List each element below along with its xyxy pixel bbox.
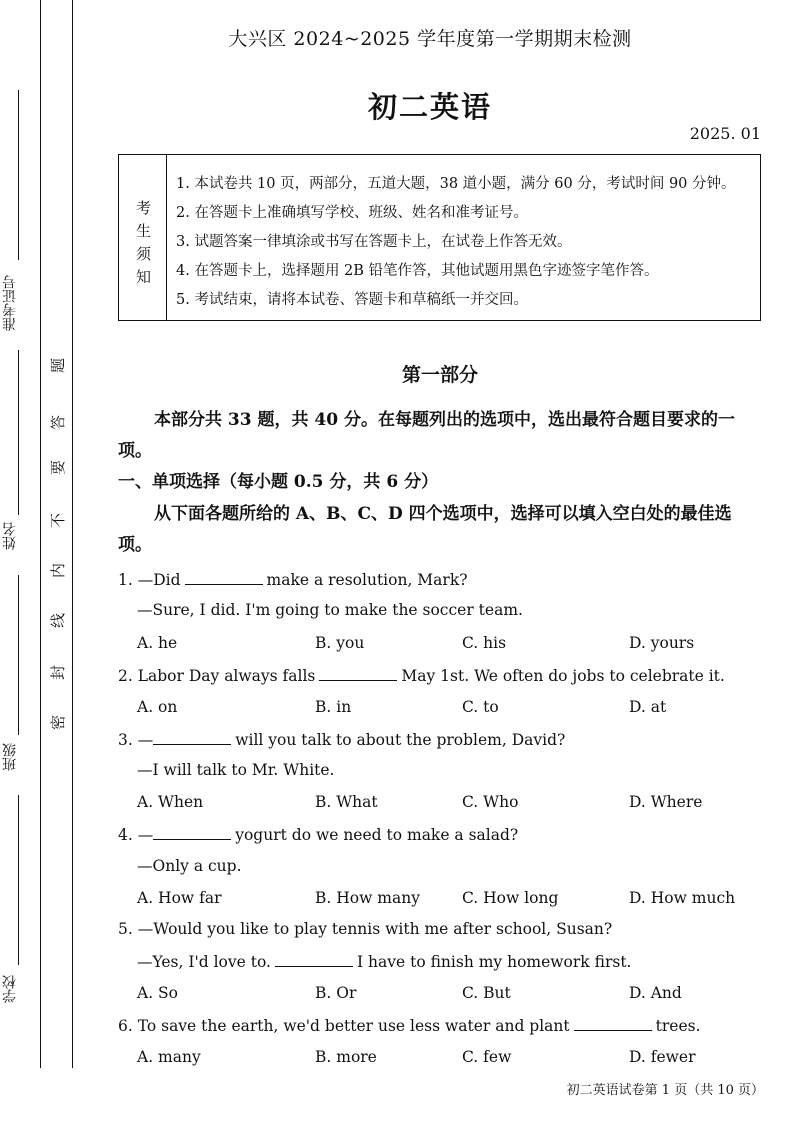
notice-label	[119, 155, 167, 320]
exam-number-label: 准考证号	[2, 275, 18, 331]
option-d[interactable]: D. fewer	[629, 1048, 696, 1066]
option-b[interactable]: B. Or	[315, 984, 357, 1002]
question-text: 2. Labor Day always falls	[118, 667, 316, 685]
section-instruction-text: 从下面各题所给的 A、B、C、D 四个选项中，选择可以填入空白处的最佳选项。	[118, 504, 732, 555]
exam-number-underline	[18, 90, 19, 260]
seal-char: 封	[49, 664, 68, 681]
option-d[interactable]: D. How much	[629, 889, 736, 907]
question-text: —Sure, I did. I'm going to make the soccer team.	[137, 601, 523, 619]
school-field[interactable]	[0, 795, 30, 1010]
question-5-line-1	[118, 920, 612, 938]
part-title: 第一部分	[401, 364, 478, 386]
option-b[interactable]: B. you	[315, 634, 365, 652]
option-c[interactable]: C. Who	[462, 793, 519, 811]
question-3-line-2	[137, 761, 334, 779]
option-d[interactable]: D. And	[629, 984, 682, 1002]
question-text: May 1st. We often do jobs to celebrate it.	[401, 667, 725, 685]
question-text: 6. To save the earth, we'd better use less water and plant	[118, 1017, 570, 1035]
class-field[interactable]	[0, 575, 30, 785]
class-underline	[18, 575, 19, 735]
seal-char: 线	[49, 612, 68, 629]
question-text: make a resolution, Mark?	[266, 571, 468, 589]
class-label: 班级	[2, 743, 18, 771]
notice-item: 4. 在答题卡上，选择题用 2B 铅笔作答，其他试题用黑色字迹签字笔作答。	[176, 263, 659, 279]
option-d[interactable]: D. at	[629, 698, 667, 716]
option-c[interactable]: C. How long	[462, 889, 559, 907]
seal-char: 题	[49, 357, 68, 374]
answer-blank	[185, 570, 263, 585]
option-c[interactable]: C. But	[462, 984, 511, 1002]
option-a[interactable]: A. How far	[137, 889, 222, 907]
page-footer: 初二英语试卷第 1 页（共 10 页）	[566, 1083, 764, 1098]
notice-label-char: 须	[136, 245, 152, 263]
question-text: will you talk to about the problem, David?	[235, 731, 566, 749]
answer-blank	[574, 1016, 652, 1031]
question-4-line-1	[118, 825, 518, 844]
question-text: I have to finish my homework first.	[356, 953, 632, 971]
notice-item: 3. 试题答案一律填涂或书写在答题卡上，在试卷上作答无效。	[176, 234, 572, 250]
question-4-line-2	[137, 857, 242, 875]
notice-item: 1. 本试卷共 10 页，两部分，五道大题，38 道小题，满分 60 分，考试时间 90 分钟。	[176, 176, 736, 192]
question-text: 3. —	[118, 731, 154, 749]
binding-line-outer	[40, 0, 41, 1068]
subject-title: 初二英语	[367, 90, 492, 124]
answer-blank	[153, 730, 231, 745]
seal-char: 要	[49, 459, 68, 476]
question-3-line-1	[118, 730, 565, 749]
exam-title: 大兴区 2024~2025 学年度第一学期期末检测	[228, 28, 632, 50]
question-1-line-2	[137, 601, 523, 619]
option-c[interactable]: C. few	[462, 1048, 512, 1066]
option-d[interactable]: D. Where	[629, 793, 703, 811]
school-underline	[18, 795, 19, 965]
question-6-line-1	[118, 1016, 701, 1035]
option-c[interactable]: C. to	[462, 698, 499, 716]
option-a[interactable]: A. on	[137, 698, 178, 716]
question-text: 4. —	[118, 826, 154, 844]
notice-label-char: 考	[136, 199, 152, 217]
notice-box	[118, 154, 761, 321]
question-text: —I will talk to Mr. White.	[137, 761, 335, 779]
option-b[interactable]: B. in	[315, 698, 352, 716]
question-text: 5. —Would you like to play tennis with me after school, Susan?	[118, 920, 613, 938]
seal-char: 答	[49, 414, 68, 431]
question-text: —Only a cup.	[137, 857, 242, 875]
seal-char: 密	[49, 714, 68, 731]
option-b[interactable]: B. What	[315, 793, 378, 811]
binding-line-inner	[72, 0, 73, 1068]
part-intro	[118, 405, 763, 467]
option-c[interactable]: C. his	[462, 634, 507, 652]
option-a[interactable]: A. So	[137, 984, 178, 1002]
question-1-line-1	[118, 570, 468, 589]
school-label: 学校	[2, 975, 18, 1003]
option-b[interactable]: B. more	[315, 1048, 377, 1066]
answer-blank	[319, 666, 397, 681]
notice-label-char: 生	[136, 222, 152, 240]
section-heading: 一、单项选择（每小题 0.5 分，共 6 分）	[118, 472, 439, 492]
exam-date: 2025. 01	[689, 124, 761, 143]
seal-char: 内	[49, 562, 68, 579]
notice-item: 5. 考试结束，请将本试卷、答题卡和草稿纸一并交回。	[176, 292, 528, 308]
part-intro-text: 本部分共 33 题，共 40 分。在每题列出的选项中，选出最符合题目要求的一项。	[118, 410, 735, 461]
question-2-line-1	[118, 666, 725, 685]
option-a[interactable]: A. many	[137, 1048, 201, 1066]
question-text: 1. —Did	[118, 571, 181, 589]
question-text: trees.	[655, 1017, 701, 1035]
option-d[interactable]: D. yours	[629, 634, 695, 652]
answer-blank	[275, 952, 353, 967]
question-text: yogurt do we need to make a salad?	[235, 826, 519, 844]
notice-label-char: 知	[136, 268, 152, 286]
question-5-line-2	[137, 952, 631, 971]
option-a[interactable]: A. When	[137, 793, 204, 811]
notice-item: 2. 在答题卡上准确填写学校、班级、姓名和准考证号。	[176, 205, 528, 221]
exam-number-field[interactable]	[0, 90, 30, 340]
section-instruction	[118, 499, 763, 561]
option-a[interactable]: A. he	[137, 634, 178, 652]
seal-char: 不	[49, 512, 68, 529]
question-text: —Yes, I'd love to.	[137, 953, 271, 971]
name-label: 姓名	[2, 522, 18, 550]
option-b[interactable]: B. How many	[315, 889, 420, 907]
answer-blank	[153, 825, 231, 840]
